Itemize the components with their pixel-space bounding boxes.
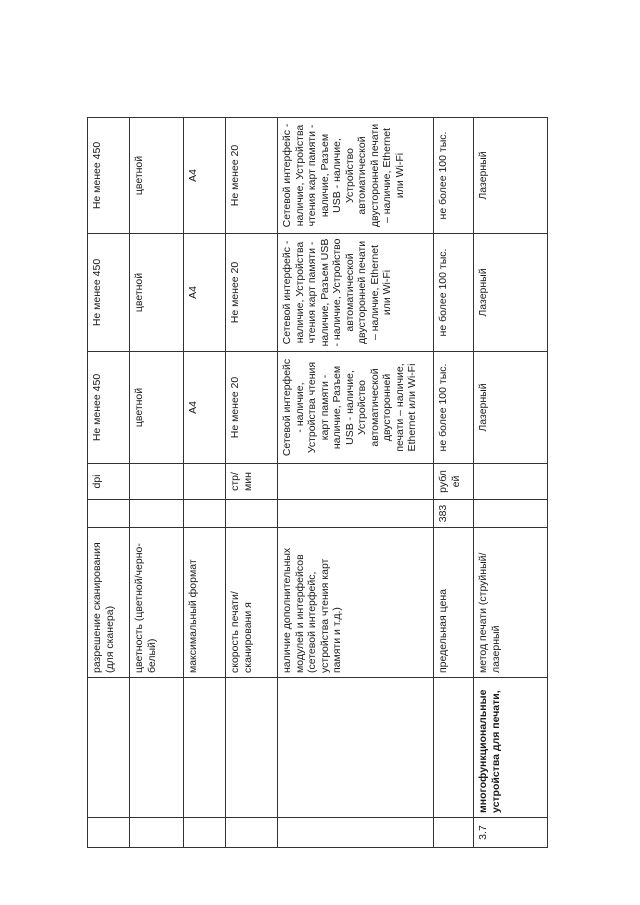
row-number-cell <box>130 818 184 848</box>
row-number-cell <box>278 818 434 848</box>
row-number-cell: 3.7 <box>474 818 548 848</box>
characteristic-cell: предельная цена <box>434 528 474 678</box>
value-cell-1: А4 <box>184 352 226 464</box>
item-name-cell: многофункциональные устройства для печати, <box>474 678 548 818</box>
value-cell-1: Сетевой интерфейс - наличие, Устройства чтения карт памяти - наличие, Разъем USB - наличие, Устройство автоматической двусторонней печати – наличие, Ethernet или Wi-Fi <box>278 352 434 464</box>
characteristic-cell: метод печати (струйный/лазерный <box>474 528 548 678</box>
row-number-cell <box>88 818 130 848</box>
code-cell <box>88 500 130 528</box>
value-cell-3: цветной <box>130 118 184 234</box>
value-cell-1: Не менее 450 <box>88 352 130 464</box>
value-cell-3: не более 100 тыс. <box>434 118 474 234</box>
item-name-cell <box>226 678 278 818</box>
code-cell <box>130 500 184 528</box>
value-cell-2: Лазерный <box>474 234 548 352</box>
table-row <box>434 118 474 848</box>
value-cell-3: Сетевой интерфейс - наличие, Устройства чтения карт памяти - наличие, Разъем USB - наличие, Устройство автоматической двусторонней печати – наличие, Ethernet или Wi-Fi <box>278 118 434 234</box>
characteristic-cell: разрешение сканирования (для сканера) <box>88 528 130 678</box>
unit-cell <box>130 464 184 500</box>
value-cell-3: Лазерный <box>474 118 548 234</box>
value-cell-1: не более 100 тыс. <box>434 352 474 464</box>
table-row <box>88 118 130 848</box>
characteristic-cell: максимальный формат <box>184 528 226 678</box>
value-cell-2: цветной <box>130 234 184 352</box>
value-cell-3: Не менее 20 <box>226 118 278 234</box>
characteristic-cell: наличие дополнительных модулей и интерфейсов (сетевой интерфейс, устройства чтения карт памяти и т.д.) <box>278 528 434 678</box>
unit-cell: dpi <box>88 464 130 500</box>
item-name-cell <box>278 678 434 818</box>
value-cell-1: цветной <box>130 352 184 464</box>
row-number-cell <box>184 818 226 848</box>
value-cell-3: Не менее 450 <box>88 118 130 234</box>
unit-cell: стр/мин <box>226 464 278 500</box>
specifications-table <box>87 117 548 848</box>
item-name-cell <box>184 678 226 818</box>
unit-cell: рублей <box>434 464 474 500</box>
unit-cell <box>474 464 548 500</box>
unit-cell <box>278 464 434 500</box>
table-row <box>278 118 434 848</box>
value-cell-2: Не менее 20 <box>226 234 278 352</box>
table-row <box>130 118 184 848</box>
row-number-cell <box>434 818 474 848</box>
code-cell <box>474 500 548 528</box>
item-name-cell <box>434 678 474 818</box>
characteristic-cell: скорость печати/сканировани я <box>226 528 278 678</box>
unit-cell <box>184 464 226 500</box>
code-cell <box>184 500 226 528</box>
rotated-table-container <box>87 118 547 848</box>
value-cell-2: Сетевой интерфейс - наличие, Устройства чтения карт памяти - наличие, Разъем USB - наличие, Устройство автоматической двусторонней печати – наличие, Ethernet или Wi-Fi <box>278 234 434 352</box>
code-cell <box>278 500 434 528</box>
code-cell <box>226 500 278 528</box>
value-cell-1: Не менее 20 <box>226 352 278 464</box>
table-row <box>184 118 226 848</box>
value-cell-2: А4 <box>184 234 226 352</box>
value-cell-2: не более 100 тыс. <box>434 234 474 352</box>
item-name-cell <box>130 678 184 818</box>
item-name-cell <box>88 678 130 818</box>
table-row <box>226 118 278 848</box>
value-cell-3: А4 <box>184 118 226 234</box>
value-cell-1: Лазерный <box>474 352 548 464</box>
row-number-cell <box>226 818 278 848</box>
characteristic-cell: цветность (цветной/черно-белый) <box>130 528 184 678</box>
table-row <box>474 118 548 848</box>
code-cell: 383 <box>434 500 474 528</box>
value-cell-2: Не менее 450 <box>88 234 130 352</box>
